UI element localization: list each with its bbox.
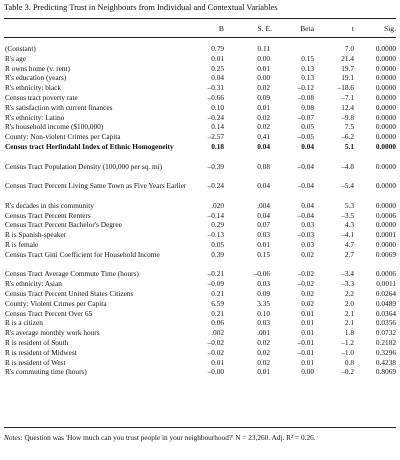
row-label-text: R's education (years) (5, 73, 67, 83)
cell-beta: 0.05 (301, 122, 314, 132)
cell-b: –0.02 (207, 347, 224, 357)
cell-sig: 0.0264 (375, 288, 396, 298)
table-row (4, 211, 396, 221)
cell-beta: 0.04 (301, 141, 314, 151)
cell-beta: –0.01 (297, 347, 314, 357)
bottom-rule (4, 427, 396, 428)
cell-beta: –0.04 (297, 161, 314, 171)
cell-b: –0.24 (207, 112, 224, 122)
cell-beta: –0.02 (297, 279, 314, 289)
row-label (4, 318, 190, 328)
row-label-text: R's ethnicity: Asian (5, 279, 62, 289)
row-label-text: Census Tract Percent Living Same Town as Five Years Earlier (5, 181, 187, 191)
cell-se: 0.09 (257, 92, 270, 102)
cell-t: –3.3 (341, 279, 354, 289)
cell-sig: 0.4238 (375, 357, 396, 367)
cell-sig: 0.0000 (375, 161, 396, 171)
row-label-text: R's age (5, 53, 26, 63)
table-row (4, 250, 396, 270)
table-row (4, 220, 396, 230)
cell-t: –9.8 (341, 112, 354, 122)
table-row (4, 240, 396, 250)
cell-beta: 0.02 (301, 288, 314, 298)
row-label (4, 299, 190, 309)
cell-t: –7.1 (341, 92, 354, 102)
cell-sig: 0.0000 (375, 63, 396, 73)
cell-t: 1.8 (344, 328, 354, 338)
cell-sig: 0.0000 (375, 53, 396, 63)
header-rule (4, 37, 396, 38)
cell-beta: –0.12 (297, 83, 314, 93)
row-label (4, 211, 190, 221)
cell-t: –3.5 (341, 210, 354, 220)
cell-sig: 0.0000 (375, 132, 396, 142)
cell-beta: –0.07 (297, 112, 314, 122)
cell-b: .002 (211, 328, 224, 338)
cell-b: 0.29 (211, 220, 224, 230)
cell-t: 2.1 (344, 308, 354, 318)
cell-beta: –0.03 (297, 230, 314, 240)
cell-t: 21.4 (341, 53, 354, 63)
row-label-text: Census Tract Population Density (100,000 per sq. mi) (5, 161, 163, 171)
cell-b: –0.31 (207, 83, 224, 93)
cell-se: 0.02 (257, 337, 270, 347)
table-row (4, 142, 396, 162)
cell-se: .004 (257, 200, 270, 210)
cell-sig: 0.3296 (375, 347, 396, 357)
cell-t: 4.7 (344, 239, 354, 249)
table-row (4, 338, 396, 348)
row-label (4, 113, 190, 123)
cell-sig: 0.0732 (375, 328, 396, 338)
cell-t: 12.4 (341, 102, 354, 112)
cell-sig: 0.0000 (375, 44, 396, 53)
cell-se: 0.04 (257, 210, 270, 220)
row-label (4, 142, 190, 162)
cell-se: 0.04 (257, 181, 270, 191)
table-row (4, 318, 396, 328)
cell-beta: –0.04 (297, 181, 314, 191)
cell-t: 2.7 (344, 249, 354, 259)
cell-t: 2.0 (344, 298, 354, 308)
cell-b: 0.25 (211, 63, 224, 73)
cell-b: –2.57 (207, 132, 224, 142)
table-row (4, 83, 396, 93)
row-label-text: Census tract poverty rate (5, 92, 78, 102)
column-header-sig: Sig. (383, 24, 396, 33)
row-label (4, 73, 190, 83)
cell-sig: 0.0000 (375, 102, 396, 112)
row-label (4, 83, 190, 93)
cell-beta: –0.05 (297, 132, 314, 142)
cell-se: 0.15 (257, 249, 270, 259)
row-label (4, 103, 190, 113)
row-label-text: R's satisfaction with current finances (5, 102, 113, 112)
regression-table (4, 44, 396, 377)
cell-se: 0.00 (257, 53, 270, 63)
cell-beta: 0.01 (301, 328, 314, 338)
row-label-text: R owns home (v. rent) (5, 63, 70, 73)
cell-se: –0.06 (253, 269, 270, 279)
row-label (4, 44, 190, 54)
cell-b: .020 (211, 200, 224, 210)
cell-beta: 0.00 (301, 367, 314, 377)
row-label-text: R's ethnicity: Latino (5, 112, 65, 122)
cell-b: 0.21 (211, 288, 224, 298)
cell-sig: 0.0000 (375, 141, 396, 151)
column-header-t: t (351, 24, 354, 33)
cell-beta: 0.03 (301, 239, 314, 249)
cell-t: 19.1 (341, 73, 354, 83)
cell-b: 6.59 (211, 298, 224, 308)
table-title: Table 3. Predicting Trust in Neighbours from Individual and Contextual Variables (4, 3, 278, 12)
cell-sig: 0.0000 (375, 181, 396, 191)
table-row (4, 328, 396, 338)
notes-lead: Notes (4, 433, 21, 442)
cell-b: 0.06 (211, 318, 224, 328)
cell-sig: 0.0011 (376, 279, 396, 289)
cell-b: 0.39 (211, 249, 224, 259)
cell-b: –0.39 (207, 161, 224, 171)
cell-b: –0.02 (207, 337, 224, 347)
cell-beta: 0.02 (301, 298, 314, 308)
cell-sig: 0.0356 (375, 318, 396, 328)
cell-se: 0.41 (257, 132, 270, 142)
cell-t: –5.4 (341, 181, 354, 191)
cell-b: 0.21 (211, 308, 224, 318)
cell-t: 7.0 (344, 44, 354, 53)
row-label (4, 269, 190, 279)
row-label-text: R is Spanish-speaker (5, 230, 67, 240)
table-row (4, 54, 396, 64)
cell-sig: 0.0000 (375, 92, 396, 102)
cell-se: 3.35 (257, 298, 270, 308)
row-label-text: R is female (5, 239, 39, 249)
table-row (4, 103, 396, 113)
cell-se: 0.03 (257, 318, 270, 328)
cell-t: –3.4 (341, 269, 354, 279)
row-label-text: R is resident of South (5, 337, 69, 347)
row-label (4, 201, 190, 211)
row-label-text: R's decades in this community (5, 200, 94, 210)
table-row (4, 348, 396, 358)
row-label-text: R's ethnicity: black (5, 83, 62, 93)
top-rule (4, 18, 396, 19)
cell-sig: 0.2182 (375, 337, 396, 347)
cell-sig: 0.0006 (375, 269, 396, 279)
cell-se: 0.02 (257, 112, 270, 122)
row-label-text: Census Tract Percent Renters (5, 210, 91, 220)
cell-se: 0.01 (257, 63, 270, 73)
row-label-text: Census Tract Gini Coefficient for Household Income (5, 249, 160, 259)
column-header-b: B (218, 24, 224, 33)
table-row (4, 64, 396, 74)
table-row (4, 309, 396, 319)
cell-b: 0.01 (211, 357, 224, 367)
cell-sig: 0.0001 (375, 230, 396, 240)
cell-t: –18.6 (337, 83, 354, 93)
cell-beta: –0.01 (297, 337, 314, 347)
table-row (4, 162, 396, 182)
cell-beta: 0.03 (301, 220, 314, 230)
cell-se: 0.02 (257, 357, 270, 367)
row-label-text: Census Tract Percent Over 65 (5, 308, 93, 318)
cell-t: 19.7 (341, 63, 354, 73)
cell-beta: 0.01 (301, 318, 314, 328)
cell-t: –6.2 (341, 132, 354, 142)
table-row (4, 201, 396, 211)
table-row (4, 279, 396, 289)
cell-se: 0.02 (257, 122, 270, 132)
cell-t: –1.0 (341, 347, 354, 357)
cell-beta: –0.02 (297, 269, 314, 279)
table-row (4, 93, 396, 103)
row-label-text: Census Tract Percent United States Citizens (5, 288, 134, 298)
cell-b: 0.18 (211, 141, 224, 151)
cell-sig: 0.0069 (375, 249, 396, 259)
cell-beta: 0.08 (301, 102, 314, 112)
cell-sig: 0.0000 (375, 200, 396, 210)
cell-t: 5.3 (344, 200, 354, 210)
row-label-text: County: Non-violent Crimes per Capita (5, 132, 121, 142)
table-row (4, 122, 396, 132)
cell-b: –0.13 (207, 230, 224, 240)
cell-t: –0.2 (341, 367, 354, 377)
cell-beta (270, 44, 314, 54)
cell-beta: 0.01 (301, 308, 314, 318)
cell-se: 0.01 (257, 102, 270, 112)
cell-beta: 0.01 (301, 357, 314, 367)
table-row (4, 113, 396, 123)
table-row (4, 181, 396, 201)
cell-se: .001 (257, 328, 270, 338)
row-label (4, 230, 190, 240)
cell-b: –0.14 (207, 210, 224, 220)
row-label-text: Census tract Herfindahl Index of Ethnic Homogeneity (5, 141, 174, 151)
table-row (4, 289, 396, 299)
row-label (4, 348, 190, 358)
cell-se: 0.03 (257, 279, 270, 289)
cell-se: 0.10 (257, 308, 270, 318)
cell-beta: 0.13 (301, 63, 314, 73)
cell-se: 0.02 (257, 83, 270, 93)
column-header-se: S. E. (257, 24, 272, 33)
row-label (4, 367, 190, 377)
cell-se: 0.08 (257, 161, 270, 171)
cell-t: 5.1 (344, 141, 354, 151)
row-label (4, 289, 190, 299)
cell-se: 0.03 (257, 230, 270, 240)
cell-se: 0.11 (257, 44, 270, 53)
cell-b: –0.00 (207, 367, 224, 377)
row-label (4, 279, 190, 289)
row-label (4, 181, 190, 201)
table-row (4, 299, 396, 309)
row-label (4, 122, 190, 132)
cell-se: 0.01 (257, 367, 270, 377)
cell-sig: 0.0000 (375, 122, 396, 132)
cell-t: 2.1 (344, 318, 354, 328)
table-row (4, 358, 396, 368)
row-label (4, 240, 190, 250)
cell-b: 0.04 (211, 73, 224, 83)
row-label-text: R is resident of Midwest (5, 347, 77, 357)
row-label-text: R's household income ($100,000) (5, 122, 104, 132)
cell-sig: 0.0006 (375, 210, 396, 220)
row-label (4, 358, 190, 368)
row-label (4, 54, 190, 64)
cell-b: 0.01 (211, 53, 224, 63)
cell-se: 0.09 (257, 288, 270, 298)
row-label-text: County: Violent Crimes per Capita (5, 298, 107, 308)
cell-beta: –0.04 (297, 210, 314, 220)
row-label-text: R's commuting time (hours) (5, 367, 87, 377)
cell-beta: 0.15 (301, 53, 314, 63)
cell-sig: 0.8069 (375, 367, 396, 377)
cell-sig: 0.0000 (375, 73, 396, 83)
cell-b: 0.14 (211, 122, 224, 132)
cell-sig: 0.0000 (375, 220, 396, 230)
row-label (4, 220, 190, 230)
row-label (4, 93, 190, 103)
cell-b: –0.24 (207, 181, 224, 191)
cell-beta: 0.04 (301, 200, 314, 210)
table-row (4, 367, 396, 377)
cell-se: 0.07 (257, 220, 270, 230)
cell-t: 7.5 (344, 122, 354, 132)
cell-se: 0.00 (257, 73, 270, 83)
table-row (4, 73, 396, 83)
row-label-text: R's average monthly work hours (5, 328, 100, 338)
row-label (4, 338, 190, 348)
cell-t: –1.2 (341, 337, 354, 347)
cell-t: 0.8 (344, 357, 354, 367)
cell-b: –0.66 (207, 92, 224, 102)
cell-sig: 0.0000 (375, 83, 396, 93)
cell-beta: 0.02 (301, 249, 314, 259)
cell-b: –0.21 (207, 269, 224, 279)
row-label-text: R is a citizen (5, 318, 43, 328)
cell-b: 0.05 (211, 239, 224, 249)
row-label (4, 309, 190, 319)
cell-se: 0.01 (257, 239, 270, 249)
cell-b: –0.09 (207, 279, 224, 289)
cell-beta: –0.08 (297, 92, 314, 102)
table-row (4, 132, 396, 142)
cell-b: 0.79 (211, 44, 224, 53)
row-label-text: R is resident of West (5, 357, 66, 367)
table-body (4, 44, 396, 377)
table-row (4, 230, 396, 240)
table-row (4, 44, 396, 54)
notes-text: : Question was 'How much can you trust people in your neighbourhood?' N = 23,260. Adj. R² = 0.26. (20, 433, 316, 442)
cell-beta: 0.13 (301, 73, 314, 83)
row-label-text: (Constant) (5, 44, 36, 53)
row-label-text: Census Tract Percent Bachelor's Degree (5, 220, 122, 230)
row-label (4, 250, 190, 270)
row-label (4, 64, 190, 74)
column-header-beta: Beta (300, 24, 314, 33)
row-label-text: Census Tract Average Commute Time (hours) (5, 269, 139, 279)
table-row (4, 269, 396, 279)
cell-sig: 0.0000 (375, 239, 396, 249)
cell-sig: 0.0489 (375, 298, 396, 308)
cell-t: 2.2 (344, 288, 354, 298)
cell-t: –4.1 (341, 230, 354, 240)
row-label (4, 162, 190, 182)
row-label (4, 328, 190, 338)
cell-t: 4.3 (344, 220, 354, 230)
cell-se: 0.02 (257, 347, 270, 357)
cell-sig: 0.0364 (375, 308, 396, 318)
cell-b: 0.10 (211, 102, 224, 112)
row-label (4, 132, 190, 142)
cell-se: 0.04 (257, 141, 270, 151)
cell-t: –4.8 (341, 161, 354, 171)
table-notes (4, 433, 396, 443)
cell-sig: 0.0000 (375, 112, 396, 122)
